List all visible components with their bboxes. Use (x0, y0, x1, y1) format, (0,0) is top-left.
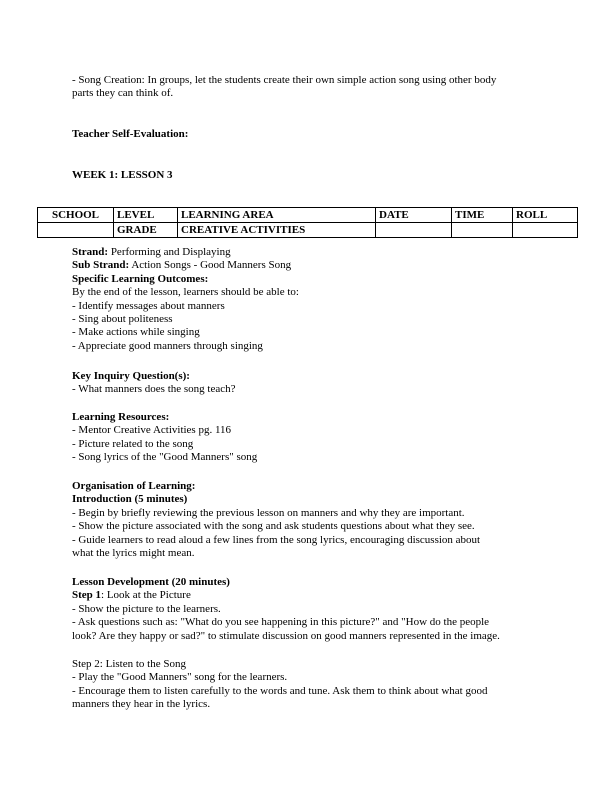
list-item: - Make actions while singing (72, 326, 200, 339)
list-item: - Ask questions such as: "What do you see happening in this picture?" and "How do the people (72, 616, 490, 629)
list-item: - What manners does the song teach? (72, 383, 236, 396)
outcomes-heading: Specific Learning Outcomes: (72, 272, 209, 285)
table-header-row (38, 208, 578, 223)
list-item: - Encourage them to listen carefully to the words and tune. Ask them to think about what good (72, 684, 488, 697)
header-roll: ROLL (513, 208, 578, 223)
resources-section (72, 411, 542, 465)
header-school: SCHOOL (38, 208, 114, 223)
organisation-section (72, 480, 542, 560)
header-level: LEVEL (114, 208, 178, 223)
list-item: look? Are they happy or sad?" to stimulate discussion on good manners represented in the image. (72, 629, 500, 642)
cell-grade: GRADE (114, 223, 178, 238)
list-item: - Picture related to the song (72, 437, 194, 450)
list-item: manners they hear in the lyrics. (72, 698, 211, 711)
list-item: - Show the picture associated with the song and ask students questions about what they see. (72, 520, 475, 533)
list-item: - Begin by briefly reviewing the previous lesson on manners and why they are important. (72, 506, 465, 519)
sub-strand-line: Sub Strand: Action Songs - Good Manners Song (72, 259, 292, 272)
header-time: TIME (452, 208, 513, 223)
cell-date (376, 223, 452, 238)
cell-time (452, 223, 513, 238)
lesson-info-table (37, 207, 578, 238)
list-item: - Sing about politeness (72, 313, 173, 326)
table-row (38, 223, 578, 238)
list-item: - Mentor Creative Activities pg. 116 (72, 424, 232, 437)
development-heading: Lesson Development (20 minutes) (72, 576, 230, 588)
list-item: what the lyrics might mean. (72, 547, 195, 560)
cell-roll (513, 223, 578, 238)
week-lesson-heading: WEEK 1: LESSON 3 (72, 169, 173, 181)
song-creation-text: - Song Creation: In groups, let the students create their own simple action song using other body parts they can think of. (72, 74, 497, 100)
outcomes-lead: By the end of the lesson, learners should be able to: (72, 286, 299, 299)
self-evaluation-heading: Teacher Self-Evaluation: (72, 128, 189, 140)
development-section (72, 576, 542, 643)
step2-section (72, 658, 542, 712)
list-item: - Play the "Good Manners" song for the learners. (72, 671, 288, 684)
inquiry-section (72, 370, 542, 397)
organisation-heading: Organisation of Learning: (72, 480, 196, 492)
resources-heading: Learning Resources: (72, 411, 170, 423)
list-item: - Show the picture to the learners. (72, 602, 221, 615)
strand-line: Strand: Performing and Displaying (72, 246, 231, 258)
list-item: - Guide learners to read aloud a few lines from the song lyrics, encouraging discussion about (72, 533, 481, 546)
inquiry-heading: Key Inquiry Question(s): (72, 370, 190, 382)
list-item: - Identify messages about manners (72, 299, 225, 312)
step1-heading: Step 1: Look at the Picture (72, 589, 191, 602)
list-item: - Appreciate good manners through singing (72, 339, 263, 352)
list-item: - Song lyrics of the "Good Manners" song (72, 451, 258, 464)
cell-learning-area: CREATIVE ACTIVITIES (178, 223, 376, 238)
introduction-heading: Introduction (5 minutes) (72, 493, 188, 506)
header-date: DATE (376, 208, 452, 223)
header-learning-area: LEARNING AREA (178, 208, 376, 223)
lesson-details (72, 246, 542, 353)
step2-heading: Step 2: Listen to the Song (72, 658, 186, 670)
cell-school (38, 223, 114, 238)
